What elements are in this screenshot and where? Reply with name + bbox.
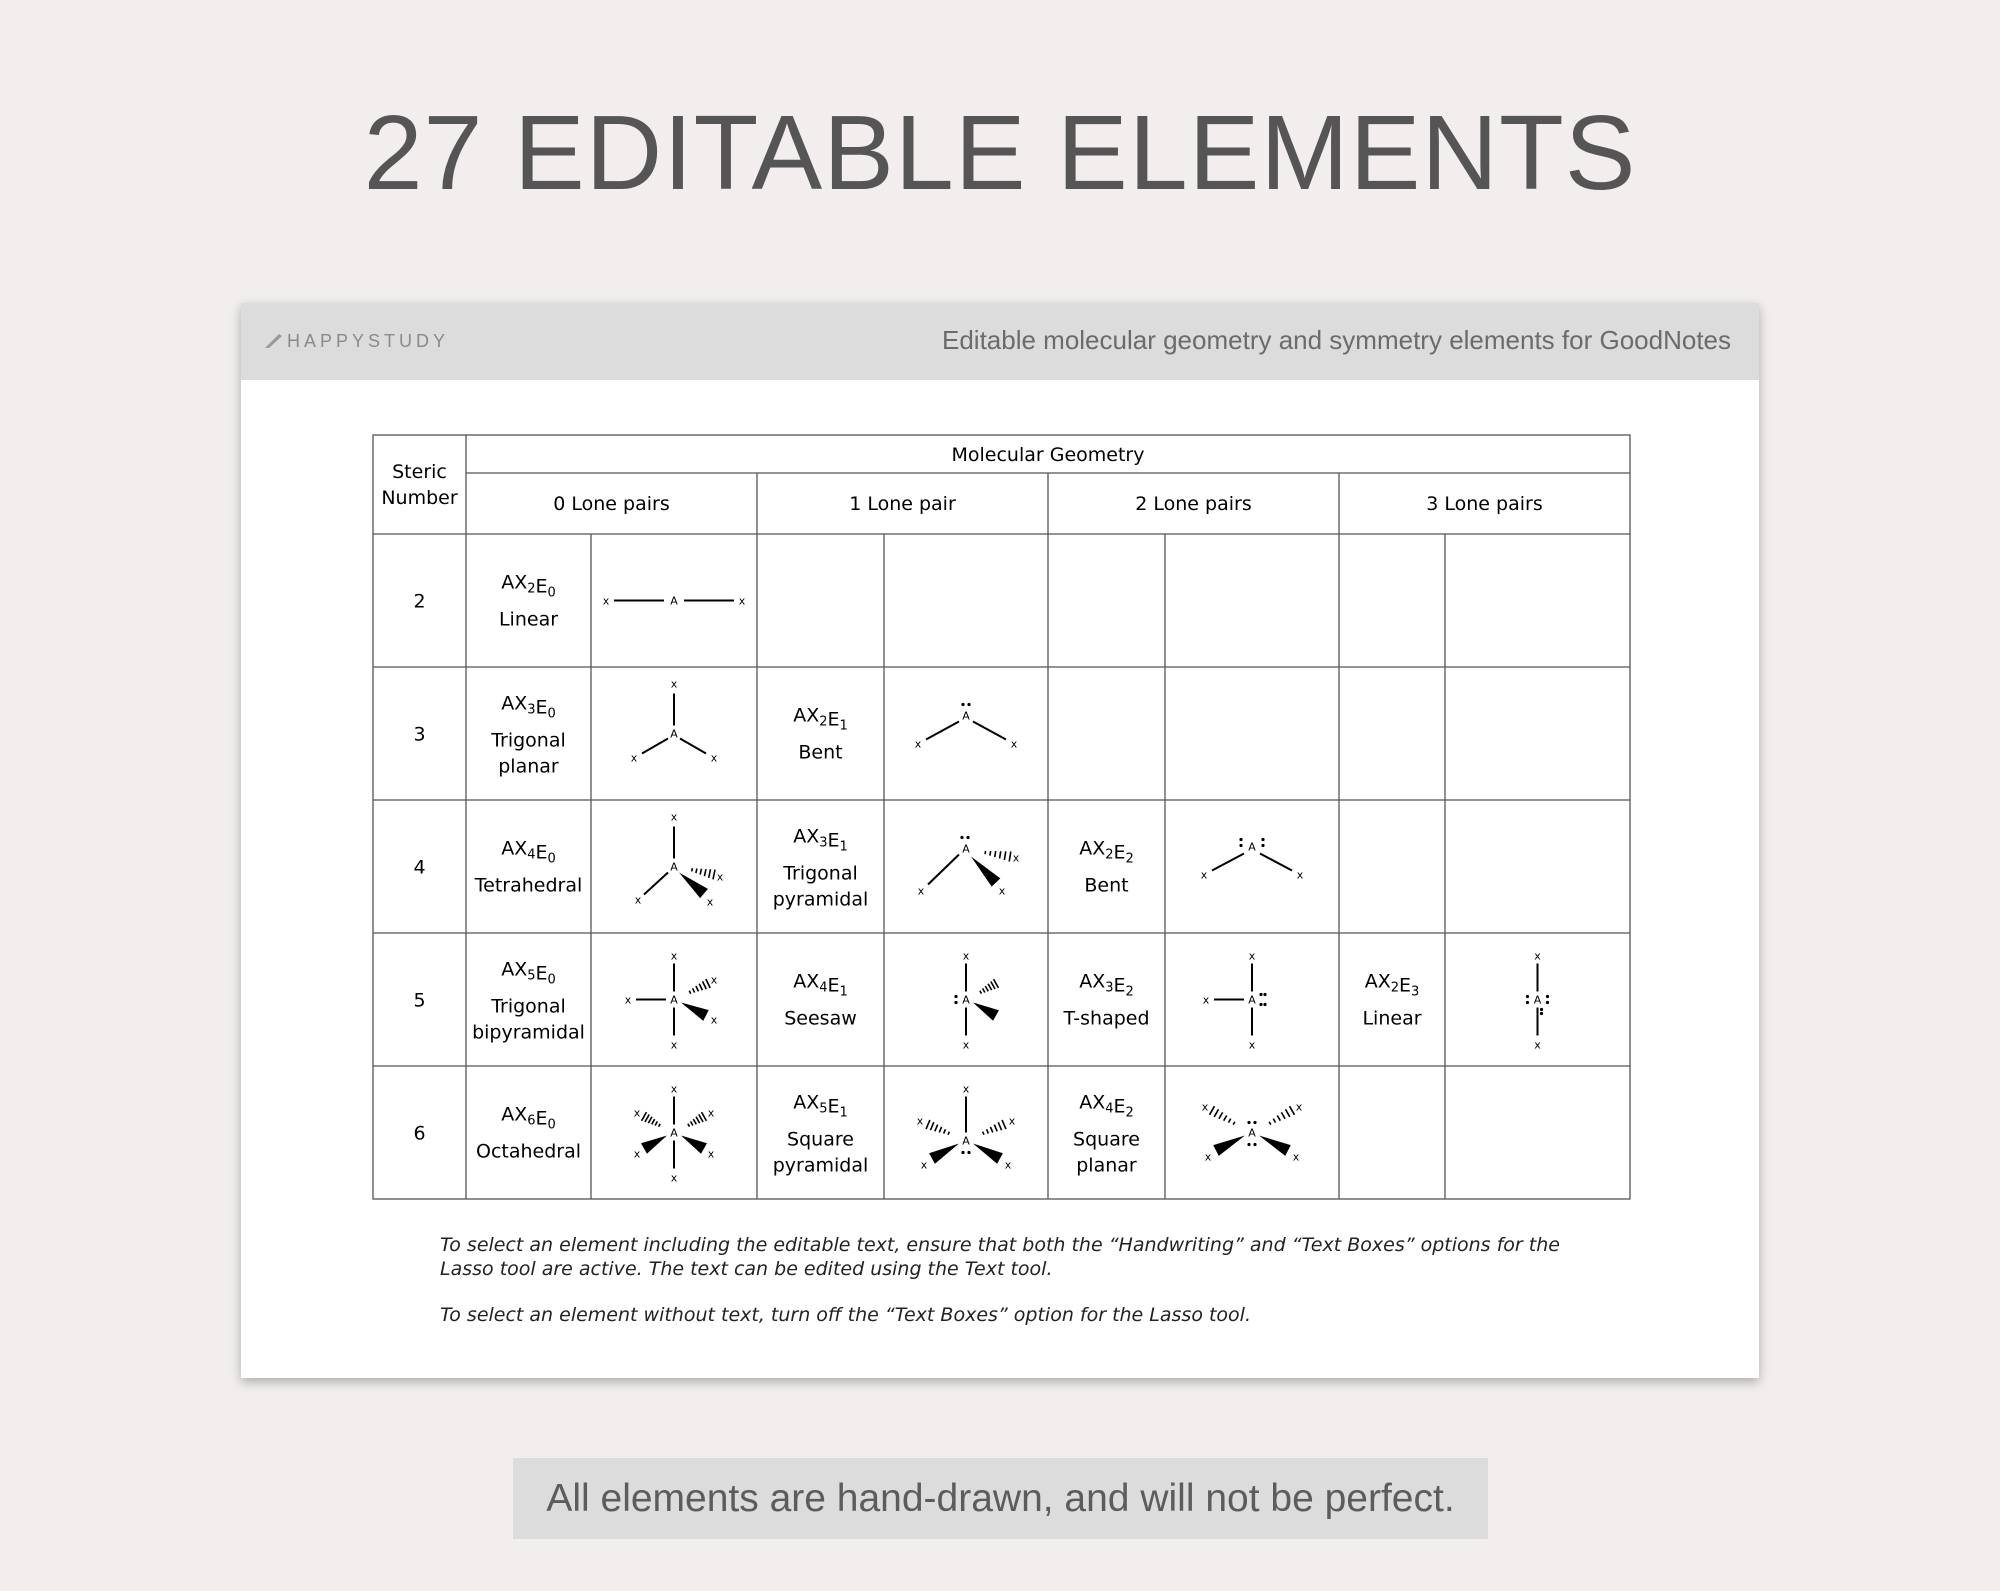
ligand-atom-label: x	[962, 1038, 970, 1052]
geometry-element-ax6e0[interactable]	[476, 1083, 715, 1185]
wedge-bond	[971, 857, 1000, 887]
square-pyramidal-diagram	[917, 1083, 1016, 1172]
central-atom-label: A	[670, 993, 678, 1007]
hashed-bond	[688, 1112, 707, 1126]
ligand-atom-label: x	[706, 895, 714, 909]
wedge-bond	[929, 1144, 959, 1164]
vsepr-formula: $AX_4E_0$	[501, 837, 556, 867]
ligand-atom-label: x	[1204, 1150, 1212, 1164]
hashed-bond	[983, 1120, 1006, 1135]
hashed-bond	[689, 979, 710, 994]
lone-pair-header-0: 0 Lone pairs	[553, 493, 670, 515]
central-atom-label: A	[1248, 993, 1256, 1007]
geometry-name: bipyramidal	[472, 1021, 585, 1044]
ligand-atom-label: x	[670, 677, 678, 691]
bond	[1260, 854, 1292, 871]
steric-number-4: 4	[413, 856, 426, 879]
lone-pair-header-2: 2 Lone pairs	[1135, 493, 1252, 515]
central-atom-label: A	[670, 594, 678, 608]
steric-number-5: 5	[413, 989, 426, 1012]
ligand-atom-label: x	[1012, 851, 1020, 865]
bent-one-lone-pair-diagram	[915, 703, 1018, 751]
ligand-atom-label: x	[1010, 737, 1018, 751]
vsepr-formula: $AX_3E_1$	[793, 825, 848, 855]
bent-two-lone-pairs-diagram	[1201, 838, 1304, 882]
bond	[928, 855, 959, 885]
geometry-element-ax2e0[interactable]	[499, 572, 746, 631]
ligand-atom-label: x	[630, 751, 638, 765]
geometry-name: Tetrahedral	[474, 874, 583, 897]
vsepr-formula: $AX_2E_0$	[501, 571, 556, 601]
worksheet-page	[241, 303, 1759, 1378]
ligand-atom-label: x	[633, 1147, 641, 1161]
vsepr-formula: $AX_6E_0$	[501, 1103, 556, 1133]
lone-pair-dots	[1259, 993, 1266, 1006]
ligand-atom-label: x	[962, 949, 970, 963]
geometry-element-ax5e1[interactable]	[773, 1083, 1016, 1177]
molecular-geometry-table	[241, 303, 1759, 1223]
ligand-atom-label: x	[710, 1013, 718, 1027]
molecular-geometry-header: Molecular Geometry	[951, 444, 1145, 466]
steric-header-line-2: Number	[381, 487, 458, 509]
hashed-bond	[1269, 1106, 1294, 1124]
steric-number-6: 6	[413, 1122, 426, 1145]
hashed-bond	[926, 1120, 949, 1135]
trigonal-planar-diagram	[631, 678, 718, 765]
geometry-element-ax3e1[interactable]	[773, 826, 1020, 911]
ligand-atom-label: x	[738, 594, 746, 608]
central-atom-label: A	[962, 1134, 970, 1148]
trigonal-pyramidal-diagram	[918, 836, 1020, 898]
geometry-name: Octahedral	[475, 1140, 582, 1163]
steric-number-2: 2	[413, 590, 426, 613]
octahedral-diagram	[634, 1083, 715, 1185]
geometry-name: pyramidal	[772, 1154, 869, 1177]
central-atom-label: A	[1533, 993, 1542, 1007]
geometry-name: Linear	[498, 608, 559, 631]
geometry-element-ax2e1[interactable]	[793, 703, 1018, 764]
ligand-atom-label: x	[670, 1038, 678, 1052]
ligand-atom-label: x	[1292, 1150, 1300, 1164]
steric-number-3: 3	[413, 723, 426, 746]
lone-pair-dots	[960, 836, 969, 839]
central-atom-label: A	[1248, 840, 1256, 854]
ligand-atom-label: x	[624, 993, 632, 1007]
ligand-atom-label: x	[633, 1106, 641, 1120]
geometry-element-ax4e1[interactable]	[784, 950, 999, 1052]
ligand-atom-label: x	[914, 737, 922, 751]
wedge-bond	[1213, 1136, 1245, 1156]
geometry-element-ax3e0[interactable]	[490, 678, 718, 778]
ligand-atom-label: x	[707, 1106, 715, 1120]
hashed-bond	[980, 979, 999, 993]
square-planar-diagram	[1202, 1101, 1303, 1164]
ligand-atom-label: x	[962, 1082, 970, 1096]
t-shaped-diagram	[1203, 950, 1267, 1052]
bond	[680, 739, 706, 754]
lone-pair-dots	[961, 1151, 970, 1154]
hashed-bond	[985, 851, 1011, 862]
wedge-bond	[679, 873, 708, 899]
wedge-bond	[681, 1136, 707, 1154]
vsepr-formula: $AX_5E_0$	[501, 958, 556, 988]
lone-pair-header-3: 3 Lone pairs	[1426, 493, 1543, 515]
ligand-atom-label: x	[1004, 1158, 1012, 1172]
geometry-name: planar	[498, 755, 559, 778]
geometry-name: Bent	[1084, 874, 1129, 897]
instruction-text-boxes: To select an element including the editable text, ensure that both the “Handwriting” and “Text Boxes” options for the Lasso tool are active. The text can be edited using the Text tool.	[440, 1234, 1560, 1280]
central-atom-label: A	[670, 727, 678, 741]
hand-drawn-disclaimer: All elements are hand-drawn, and will not be perfect.	[513, 1458, 1488, 1539]
geometry-name: Trigonal	[491, 729, 566, 752]
geometry-name: Seesaw	[784, 1007, 857, 1030]
central-atom-label: A	[962, 993, 970, 1007]
ligand-atom-label: x	[1200, 868, 1208, 882]
wedge-bond	[681, 1003, 709, 1021]
bond	[973, 722, 1006, 740]
ligand-atom-label: x	[1008, 1114, 1016, 1128]
ligand-atom-label: x	[1202, 993, 1210, 1007]
worksheet-subtitle: Editable molecular geometry and symmetry elements for GoodNotes	[941, 325, 1731, 355]
ligand-atom-label: x	[1534, 949, 1541, 963]
ligand-atom-label: x	[670, 810, 678, 824]
geometry-name: pyramidal	[772, 888, 869, 911]
ligand-atom-label: x	[917, 884, 925, 898]
ligand-atom-label: x	[1248, 1038, 1256, 1052]
ligand-atom-label: x	[1248, 949, 1256, 963]
ligand-atom-label: x	[670, 1082, 678, 1096]
bond	[1212, 854, 1244, 871]
bond	[644, 873, 668, 895]
instructions	[440, 1233, 1560, 1349]
vsepr-formula: $AX_2E_3$	[1364, 970, 1420, 1000]
geometry-name: planar	[1076, 1154, 1137, 1177]
geometry-name: Bent	[798, 741, 843, 764]
lone-pair-header-1: 1 Lone pair	[849, 493, 956, 515]
geometry-name: Square	[1073, 1128, 1140, 1151]
ligand-atom-label: x	[710, 751, 718, 765]
vsepr-formula: $AX_3E_0$	[501, 692, 556, 722]
vsepr-formula: $AX_2E_1$	[793, 704, 848, 734]
hashed-bond	[1210, 1106, 1235, 1124]
table-border	[373, 435, 1630, 1199]
table-grid	[373, 435, 1630, 1199]
geometry-element-ax4e0[interactable]	[474, 811, 724, 909]
lone-pair-dots	[954, 995, 957, 1004]
central-atom-label: A	[1248, 1126, 1256, 1140]
linear-three-lone-pairs-diagram	[1526, 950, 1549, 1052]
ligand-atom-label: x	[916, 1114, 924, 1128]
geometry-element-ax2e2[interactable]	[1079, 838, 1304, 897]
geometry-name: Square	[787, 1128, 854, 1151]
vsepr-formula: $AX_4E_2$	[1079, 1091, 1134, 1121]
ligand-atom-label: x	[670, 949, 678, 963]
brand-name: HAPPYSTUDY	[287, 331, 450, 351]
ligand-atom-label: x	[1296, 868, 1304, 882]
ligand-atom-label: x	[602, 594, 610, 608]
geometry-element-ax5e0[interactable]	[472, 950, 718, 1052]
vsepr-formula: $AX_2E_2$	[1079, 837, 1134, 867]
central-atom-label: A	[962, 709, 970, 723]
ligand-atom-label: x	[1201, 1100, 1209, 1114]
wedge-bond	[973, 1144, 1003, 1164]
wedge-bond	[1259, 1136, 1291, 1156]
central-atom-label: A	[670, 1126, 678, 1140]
vsepr-formula: $AX_3E_2$	[1079, 970, 1134, 1000]
page-headline: 27 EDITABLE ELEMENTS	[363, 94, 1637, 212]
geometry-name: Trigonal	[783, 862, 858, 885]
geometry-name: T-shaped	[1063, 1007, 1150, 1030]
central-atom-label: A	[962, 842, 970, 856]
ligand-atom-label: x	[710, 973, 718, 987]
linear-diagram	[603, 595, 746, 608]
wedge-bond	[973, 1003, 999, 1021]
vsepr-formula: $AX_4E_1$	[793, 970, 848, 1000]
central-atom-label: A	[670, 860, 678, 874]
ligand-atom-label: x	[998, 884, 1006, 898]
ligand-atom-label: x	[1534, 1038, 1541, 1052]
trigonal-bipyramidal-diagram	[625, 950, 718, 1052]
ligand-atom-label: x	[634, 893, 642, 907]
bond	[642, 739, 668, 754]
geometry-element-ax2e3[interactable]	[1362, 950, 1549, 1052]
tetrahedral-diagram	[635, 811, 724, 909]
wedge-bond	[641, 1136, 667, 1154]
hashed-bond	[692, 868, 715, 879]
geometry-element-ax4e2[interactable]	[1073, 1092, 1303, 1177]
steric-header-line-1: Steric	[392, 461, 447, 483]
instruction-no-text: To select an element without text, turn off the “Text Boxes” option for the Lasso tool.	[440, 1304, 1251, 1326]
ligand-atom-label: x	[716, 870, 724, 884]
vsepr-formula: $AX_5E_1$	[793, 1091, 848, 1121]
ligand-atom-label: x	[707, 1147, 715, 1161]
hashed-bond	[642, 1112, 661, 1126]
lone-pair-dots	[961, 703, 970, 706]
seesaw-diagram	[954, 950, 999, 1052]
ligand-atom-label: x	[670, 1171, 678, 1185]
bond	[926, 722, 959, 740]
geometry-name: Trigonal	[491, 995, 566, 1018]
geometry-name: Linear	[1362, 1007, 1422, 1030]
ligand-atom-label: x	[1295, 1100, 1303, 1114]
ligand-atom-label: x	[920, 1158, 928, 1172]
